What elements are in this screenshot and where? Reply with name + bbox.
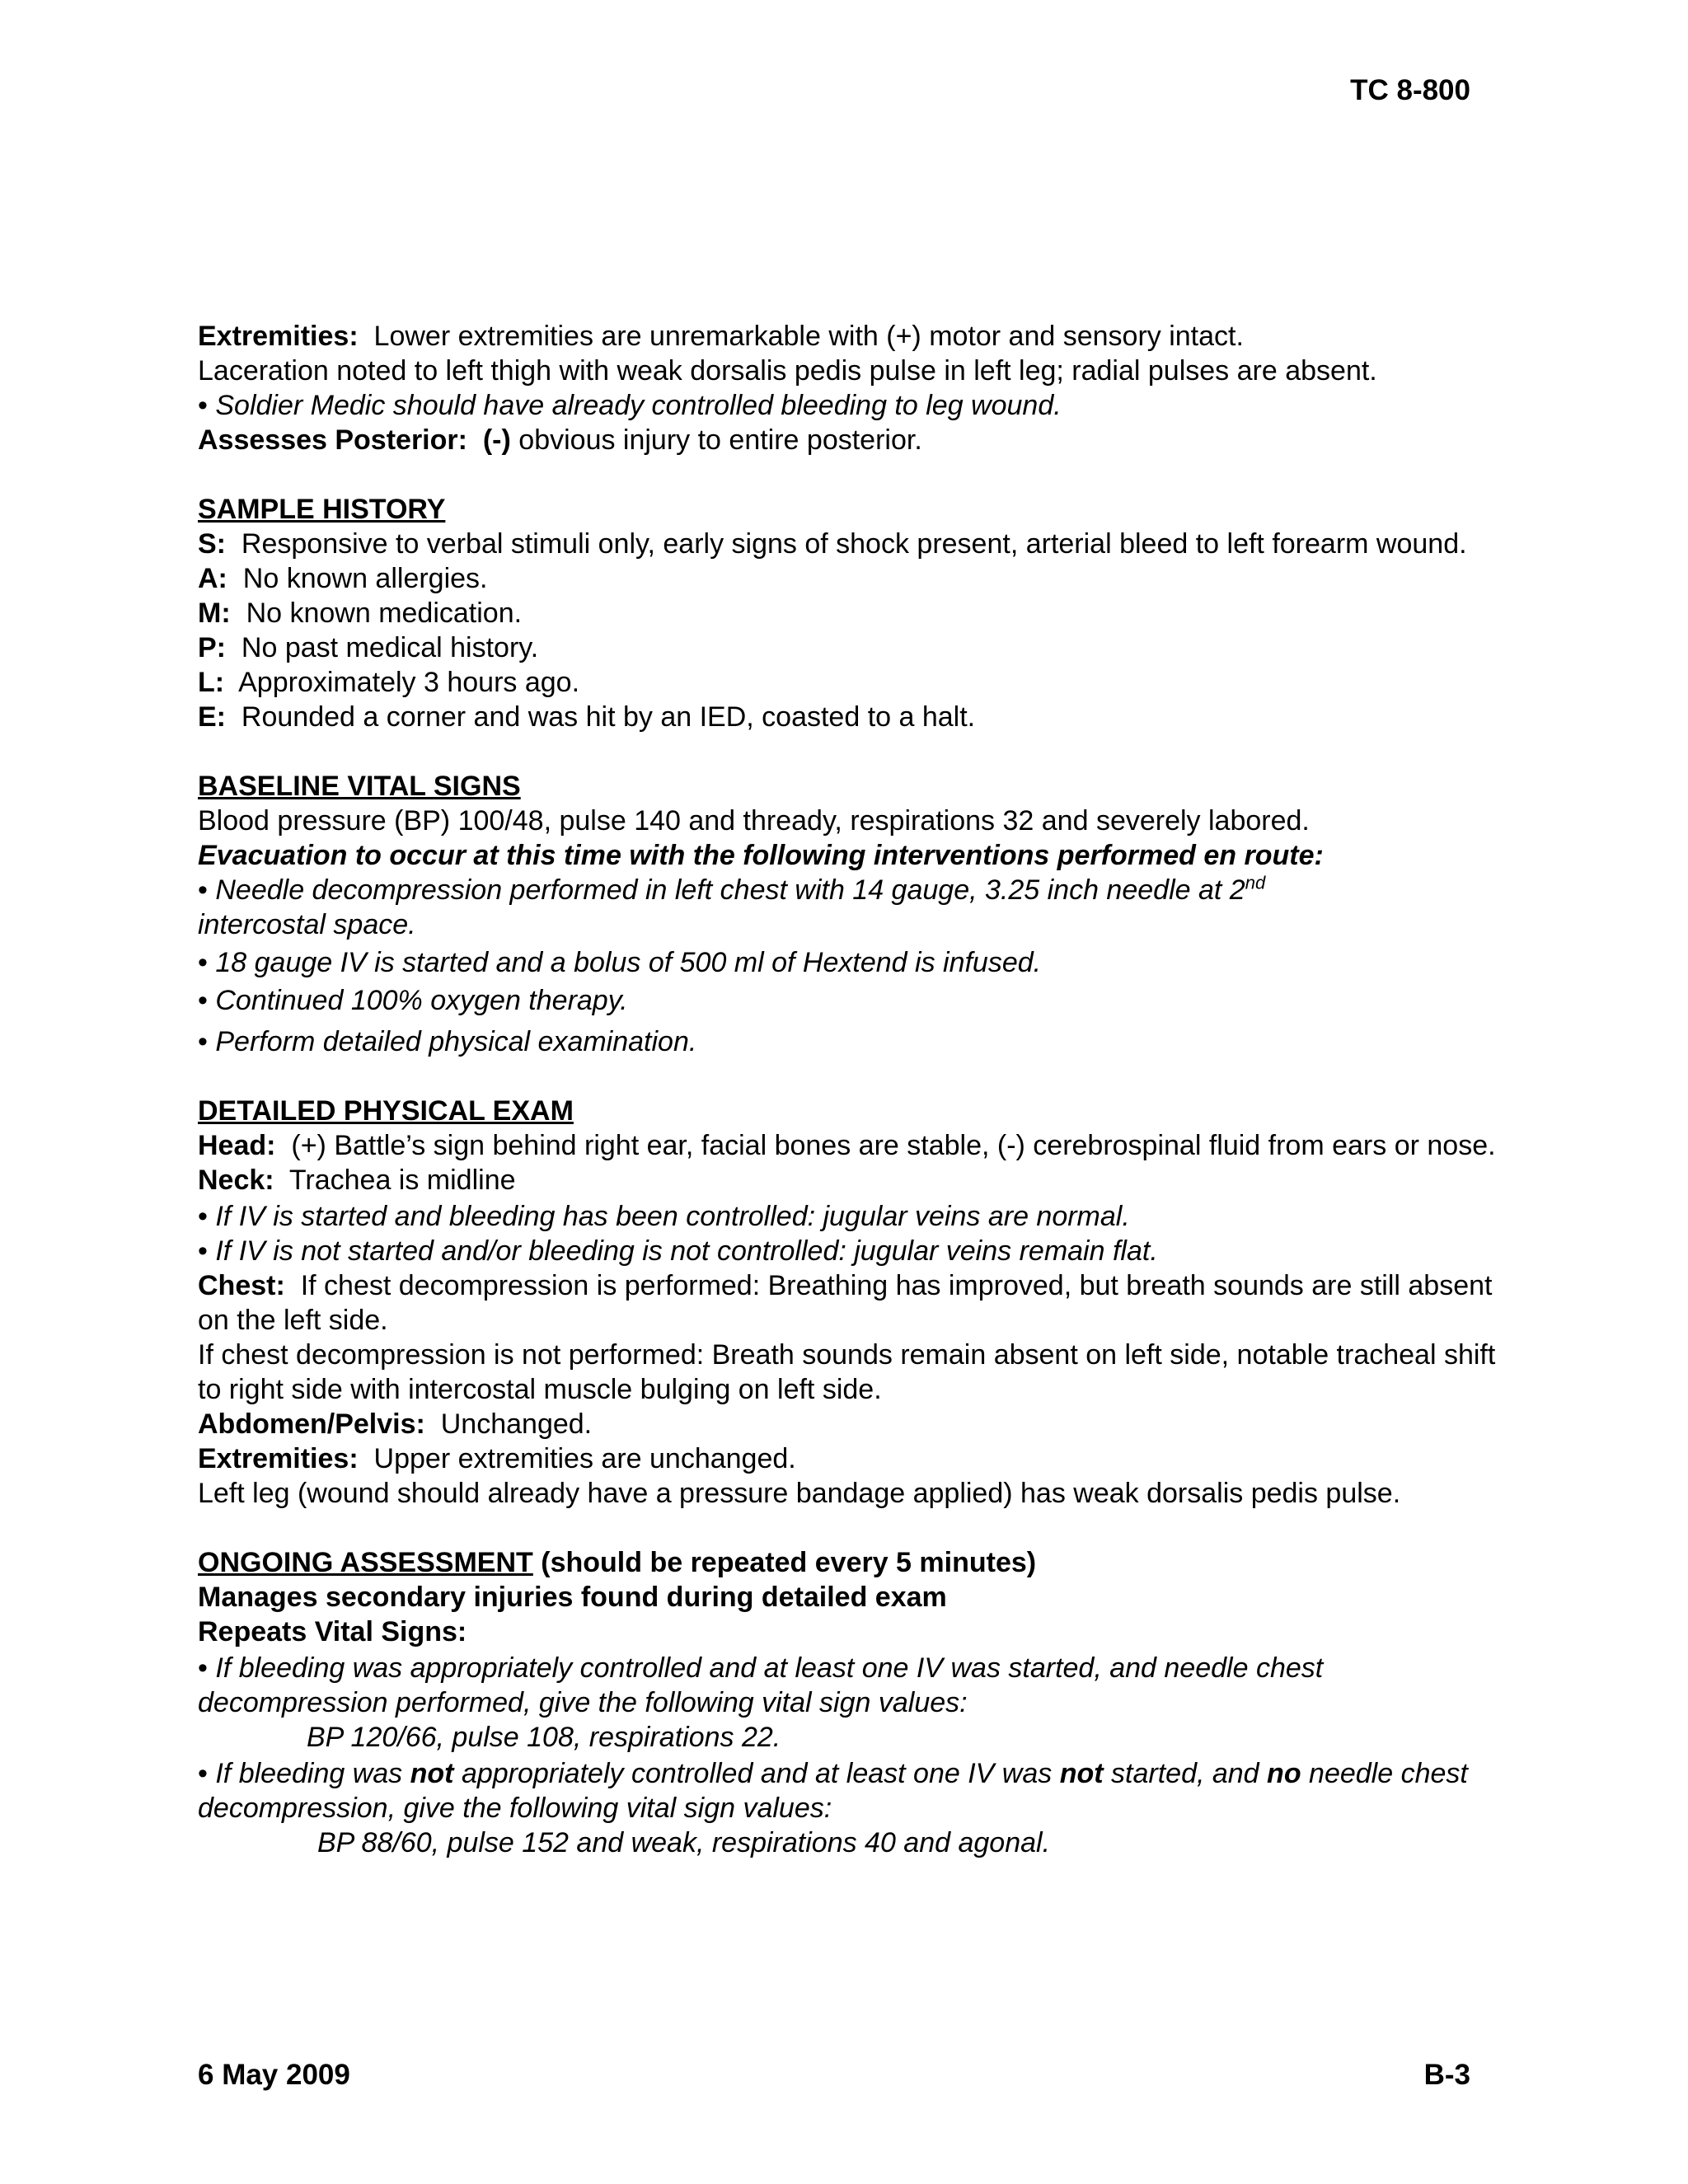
- sample-item-a: [198, 561, 1500, 596]
- bullet-icon: •: [198, 947, 208, 978]
- bullet-icon: •: [198, 1758, 208, 1789]
- extremities-text: Lower extremities are unremarkable with (+) motor and sensory intact.: [373, 321, 1244, 352]
- head-label: Head:: [198, 1130, 276, 1161]
- exam-extremities-text: Upper extremities are unchanged.: [373, 1443, 796, 1474]
- sample-key: L:: [198, 667, 225, 698]
- extremities-bullet: [198, 388, 1500, 423]
- bullet-text: If IV is started and bleeding has been controlled: jugular veins are normal.: [215, 1201, 1130, 1232]
- abdomen-line: [198, 1407, 1500, 1441]
- laceration-line: Laceration noted to left thigh with weak dorsalis pedis pulse in left leg; radial pulses are absent.: [198, 355, 1377, 387]
- ongoing-bullet-1: [198, 1651, 1500, 1720]
- baseline-bullet-4: [198, 1024, 1500, 1059]
- bullet-text: If IV is not started and/or bleeding is not controlled: jugular veins remain flat.: [215, 1235, 1158, 1267]
- sample-text: No past medical history.: [241, 632, 539, 663]
- baseline-bullet-3: [198, 983, 1500, 1018]
- sample-item-l: [198, 665, 1500, 700]
- abdomen-text: Unchanged.: [440, 1408, 593, 1440]
- bullet-text: needle chest decompression, give the following vital sign values:: [198, 1758, 1468, 1824]
- ongoing-bullet-2: [198, 1756, 1500, 1825]
- bullet-text: appropriately controlled and at least one IV was: [461, 1758, 1053, 1789]
- sample-item-p: [198, 630, 1500, 665]
- document-number: TC 8-800: [1350, 74, 1470, 106]
- sample-text: Rounded a corner and was hit by an IED, coasted to a halt.: [241, 701, 976, 733]
- posterior-negative: (-): [482, 424, 511, 456]
- posterior-text: obvious injury to entire posterior.: [518, 424, 922, 456]
- detailed-exam-heading: DETAILED PHYSICAL EXAM: [198, 1095, 574, 1127]
- chest-label: Chest:: [198, 1270, 285, 1301]
- ongoing-values-2: BP 88/60, pulse 152 and weak, respirations 40 and agonal.: [317, 1827, 1051, 1858]
- chest-line: [198, 1268, 1500, 1338]
- evacuation-note: Evacuation to occur at this time with the following interventions performed en route:: [198, 840, 1324, 871]
- bullet-text: If bleeding was: [215, 1758, 403, 1789]
- extremities-label: Extremities:: [198, 321, 359, 352]
- ongoing-heading-note: (should be repeated every 5 minutes): [541, 1547, 1037, 1578]
- ongoing-heading-line: [198, 1545, 1500, 1580]
- ongoing-values-1: BP 120/66, pulse 108, respirations 22.: [307, 1722, 781, 1753]
- sample-key: S:: [198, 528, 226, 560]
- bullet-text: Perform detailed physical examination.: [215, 1026, 697, 1057]
- emphasis-not: not: [410, 1758, 454, 1789]
- bullet-icon: •: [198, 1235, 208, 1267]
- ongoing-line-3: Repeats Vital Signs:: [198, 1616, 467, 1647]
- extremities-bullet-text: Soldier Medic should have already controlled bleeding to leg wound.: [215, 390, 1062, 421]
- bullet-icon: •: [198, 1652, 208, 1684]
- posterior-line: [198, 423, 1500, 457]
- sample-text: Approximately 3 hours ago.: [238, 667, 580, 698]
- neck-bullet-1: [198, 1199, 1500, 1234]
- abdomen-label: Abdomen/Pelvis:: [198, 1408, 425, 1440]
- chest-text: If chest decompression is performed: Breathing has improved, but breath sounds are still absent on the left side.: [198, 1270, 1493, 1336]
- sample-key: M:: [198, 598, 231, 629]
- page-content: [198, 319, 1500, 1860]
- bullet-icon: •: [198, 874, 208, 906]
- baseline-heading: BASELINE VITAL SIGNS: [198, 771, 521, 802]
- neck-text: Trachea is midline: [288, 1165, 516, 1196]
- superscript: nd: [1245, 872, 1266, 893]
- exam-extremities-label: Extremities:: [198, 1443, 359, 1474]
- sample-text: No known allergies.: [242, 563, 488, 594]
- bullet-text: Continued 100% oxygen therapy.: [215, 985, 628, 1016]
- bullet-text: Needle decompression performed in left chest with 14 gauge, 3.25 inch needle at 2: [215, 874, 1245, 906]
- head-line: [198, 1128, 1500, 1163]
- left-leg-line: Left leg (wound should already have a pressure bandage applied) has weak dorsalis pedis pulse.: [198, 1478, 1401, 1509]
- sample-text: Responsive to verbal stimuli only, early signs of shock present, arterial bleed to left forearm wound.: [241, 528, 1467, 560]
- baseline-bullet-1: [198, 873, 1500, 942]
- bullet-text: 18 gauge IV is started and a bolus of 500 ml of Hextend is infused.: [215, 947, 1042, 978]
- emphasis-no: no: [1267, 1758, 1301, 1789]
- baseline-vitals: Blood pressure (BP) 100/48, pulse 140 and thready, respirations 32 and severely labored.: [198, 805, 1310, 837]
- bullet-text-tail: intercostal space.: [198, 909, 416, 940]
- sample-item-m: [198, 596, 1500, 630]
- emphasis-not: not: [1059, 1758, 1104, 1789]
- bullet-icon: •: [198, 390, 208, 421]
- neck-label: Neck:: [198, 1165, 274, 1196]
- exam-extremities-line: [198, 1441, 1500, 1476]
- bullet-text: If bleeding was appropriately controlled and at least one IV was started, and needle chest decompression performed, give the following vital sign values:: [198, 1652, 1324, 1718]
- sample-text: No known medication.: [246, 598, 523, 629]
- sample-item-e: [198, 700, 1500, 734]
- bullet-icon: •: [198, 1201, 208, 1232]
- ongoing-line-2: Manages secondary injuries found during detailed exam: [198, 1582, 947, 1613]
- neck-line: [198, 1163, 1500, 1197]
- head-text: (+) Battle’s sign behind right ear, facial bones are stable, (-) cerebrospinal fluid from ears or nose.: [291, 1130, 1496, 1161]
- ongoing-heading: ONGOING ASSESSMENT: [198, 1547, 533, 1578]
- bullet-icon: •: [198, 985, 208, 1016]
- sample-key: A:: [198, 563, 227, 594]
- sample-item-s: [198, 527, 1500, 561]
- baseline-bullet-2: [198, 945, 1500, 980]
- footer-date: 6 May 2009: [198, 2059, 350, 2091]
- footer-page-number: B-3: [1423, 2059, 1470, 2091]
- sample-key: P:: [198, 632, 226, 663]
- chest-line-2: If chest decompression is not performed: Breath sounds remain absent on left side, notable tracheal shift to right side with intercostal muscle bulging on left side.: [198, 1339, 1496, 1405]
- posterior-label: Assesses Posterior:: [198, 424, 467, 456]
- bullet-text: started, and: [1111, 1758, 1259, 1789]
- sample-key: E:: [198, 701, 226, 733]
- neck-bullet-2: [198, 1234, 1500, 1268]
- extremities-line: [198, 319, 1500, 354]
- bullet-icon: •: [198, 1026, 208, 1057]
- sample-history-heading: SAMPLE HISTORY: [198, 494, 446, 525]
